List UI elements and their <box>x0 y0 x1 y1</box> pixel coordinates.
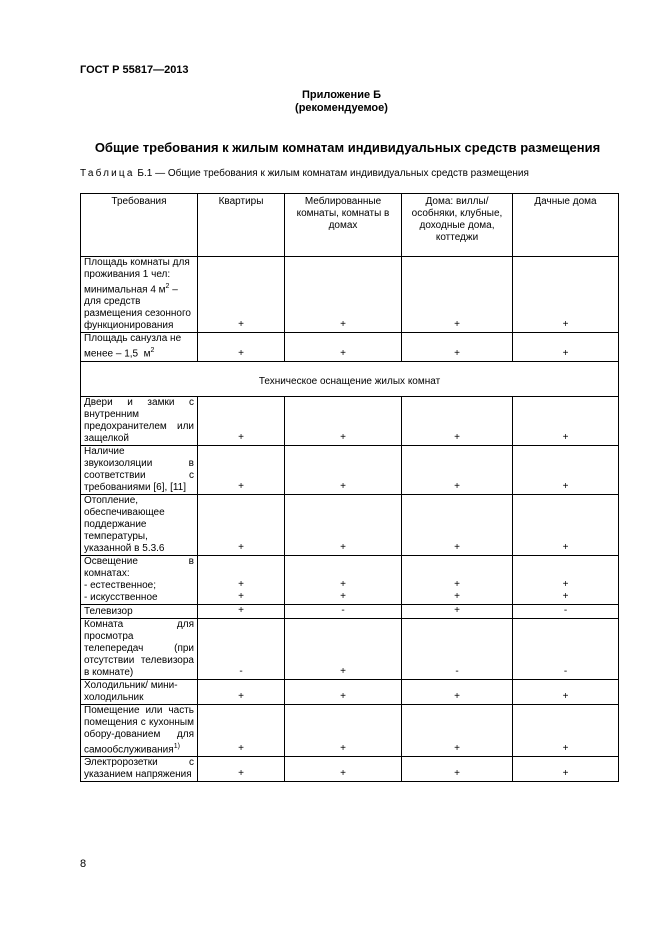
table-row <box>81 555 619 604</box>
mark-cell: + <box>198 756 285 781</box>
mark: + <box>238 578 244 590</box>
mark-cell: + <box>513 704 619 756</box>
mark-cell: + <box>513 445 619 494</box>
mark-cell: + <box>285 494 402 555</box>
mark-cell: + <box>513 494 619 555</box>
section-title: Техническое оснащение жилых комнат <box>81 361 619 396</box>
footnote-ref: 1) <box>173 742 180 750</box>
table-row <box>81 333 619 361</box>
lighting-label: Освещение в комнатах: <box>84 555 194 579</box>
table-header-row <box>81 194 619 257</box>
annex-subtitle: (рекомендуемое) <box>295 102 388 114</box>
mark-cell: + <box>402 257 513 333</box>
header-apartments: Квартиры <box>198 194 285 257</box>
table-caption-label: Таблица <box>80 168 135 179</box>
table-row <box>81 257 619 333</box>
mark: + <box>340 590 346 602</box>
header-houses: Дома: виллы/особняки, клубные, доходные дома, коттеджи <box>402 194 513 257</box>
header-requirements: Требования <box>81 194 198 257</box>
mark-cell: + <box>285 445 402 494</box>
requirement-cell: Площадь санузла не менее – 1,5 $м^2$ <box>81 333 198 361</box>
mark-cell: - <box>513 604 619 618</box>
page-number: 8 <box>80 858 87 870</box>
mark-cell: + <box>198 257 285 333</box>
mark-cell: + <box>285 257 402 333</box>
mark-cell: + <box>402 445 513 494</box>
mark-cell: + <box>198 604 285 618</box>
mark-cell: + <box>198 704 285 756</box>
lighting-natural: - естественное; <box>84 579 156 591</box>
requirement-cell: Двери и замки с внутренним предохранителем или защелкой <box>81 396 198 445</box>
requirement-cell <box>81 704 198 756</box>
mark-cell: + <box>198 494 285 555</box>
requirement-cell: Наличие звукоизоляции в соответствии с требованиями [6], [11] <box>81 445 198 494</box>
mark-cell: + <box>198 396 285 445</box>
mark-cell: + <box>198 333 285 361</box>
table-row <box>81 704 619 756</box>
table-row <box>81 494 619 555</box>
mark-cell <box>198 555 285 604</box>
mark-cell: + <box>402 679 513 704</box>
section-row <box>81 361 619 396</box>
kitchen-text: Помещение или часть помещения с кухонным обору-дованием для самообслуживания <box>84 704 194 755</box>
requirement-cell: Телевизор <box>81 604 198 618</box>
requirement-cell: Холодильник/ мини-холодильник <box>81 679 198 704</box>
mark-cell: + <box>285 396 402 445</box>
mark-cell: + <box>285 618 402 679</box>
mark-cell: + <box>402 494 513 555</box>
mark-cell: + <box>513 679 619 704</box>
mark: + <box>562 590 569 602</box>
mark-cell <box>285 555 402 604</box>
table-row <box>81 756 619 781</box>
mark-cell: + <box>513 756 619 781</box>
mark-cell: - <box>402 618 513 679</box>
mark-cell: + <box>198 679 285 704</box>
requirement-cell <box>81 555 198 604</box>
mark-cell: + <box>285 756 402 781</box>
mark: + <box>454 578 460 590</box>
mark: + <box>238 590 244 602</box>
mark-cell: - <box>285 604 402 618</box>
table-row <box>81 618 619 679</box>
mark: + <box>340 578 346 590</box>
requirement-cell: Отопление, обеспечивающее поддержание температуры, указанной в 5.3.6 <box>81 494 198 555</box>
mark-cell <box>513 555 619 604</box>
main-title: Общие требования к жилым комнатам индивидуальных средств размещения <box>94 140 601 155</box>
mark-cell: + <box>513 396 619 445</box>
mark-cell: + <box>402 396 513 445</box>
table-caption-text: Б.1 — Общие требования к жилым комнатам индивидуальных средств размещения <box>134 168 529 179</box>
mark-cell <box>402 555 513 604</box>
mark-cell: + <box>513 333 619 361</box>
mark-cell: + <box>402 333 513 361</box>
requirement-cell: Площадь комнаты для проживания 1 чел: минимальная 4 $м^2$ – для средств размещения сезонного функционирования <box>81 257 198 333</box>
requirements-table <box>80 193 619 782</box>
requirement-cell: Комната для просмотра телепередач (при отсутствии телевизора в комнате) <box>81 618 198 679</box>
document-code: ГОСТ Р 55817—2013 <box>80 64 189 76</box>
mark-cell: + <box>285 704 402 756</box>
mark-cell: + <box>285 679 402 704</box>
table-row <box>81 679 619 704</box>
header-country-houses: Дачные дома <box>513 194 619 257</box>
requirement-cell: Электророзетки с указанием напряжения <box>81 756 198 781</box>
mark-cell: + <box>198 445 285 494</box>
header-furnished-rooms: Меблированные комнаты, комнаты в домах <box>285 194 402 257</box>
mark-cell: - <box>513 618 619 679</box>
mark: + <box>562 578 569 590</box>
mark-cell: + <box>402 704 513 756</box>
annex-title: Приложение Б <box>301 89 382 101</box>
annex-heading <box>0 89 661 115</box>
table-row <box>81 445 619 494</box>
mark-cell: + <box>402 756 513 781</box>
table-caption <box>80 168 529 179</box>
mark-cell: - <box>198 618 285 679</box>
mark-cell: + <box>402 604 513 618</box>
mark-cell: + <box>513 257 619 333</box>
lighting-artificial: - искусственное <box>84 591 158 603</box>
mark-cell: + <box>285 333 402 361</box>
table-row <box>81 604 619 618</box>
table-row <box>81 396 619 445</box>
mark: + <box>454 590 460 602</box>
